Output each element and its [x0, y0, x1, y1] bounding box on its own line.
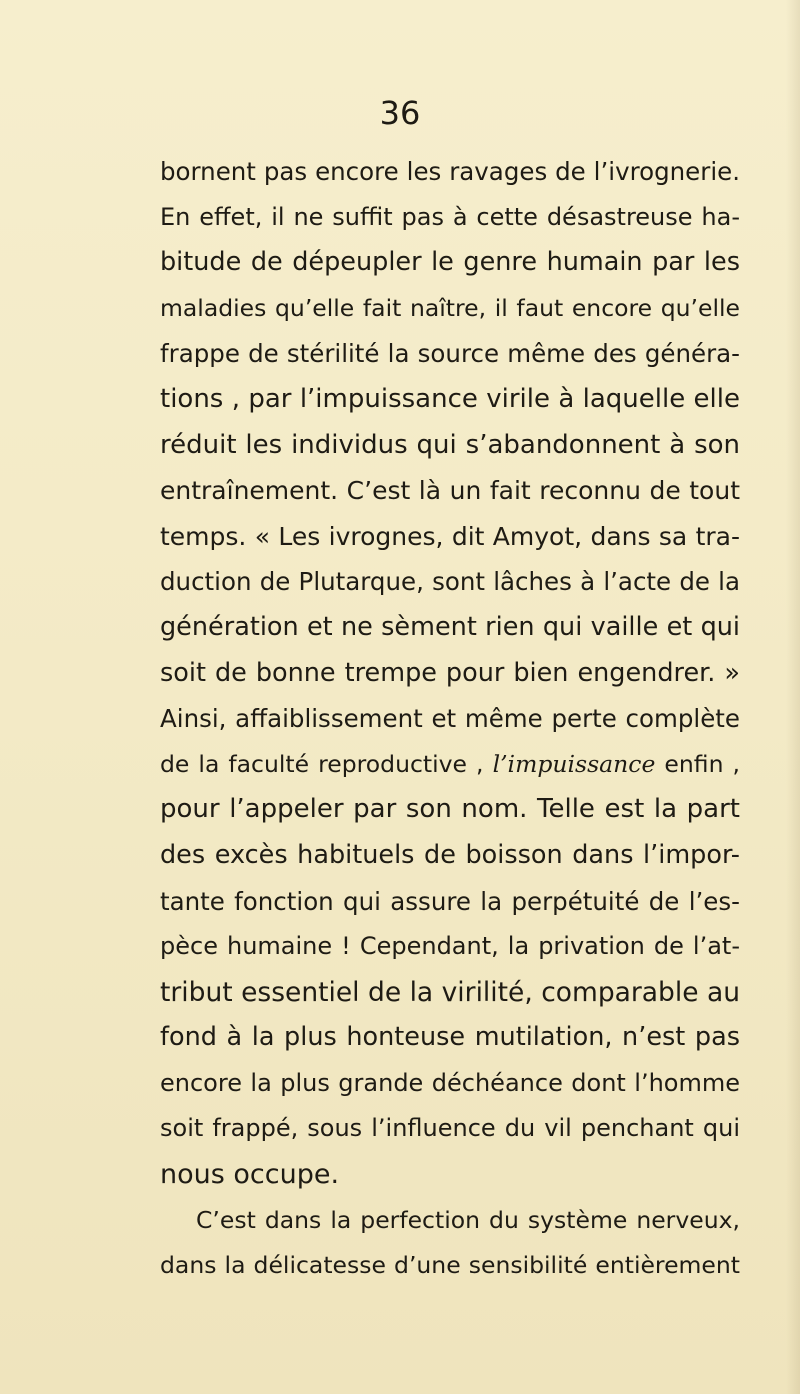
text-line: bitude de dépeupler le genre humain par les	[160, 247, 740, 278]
text-line: Ainsi, affaiblissement et même perte complète	[160, 704, 740, 734]
text-line: entraînement. C’est là un fait reconnu de tout	[160, 476, 740, 506]
text-line: réduit les individus qui s’abandonnent à son	[160, 429, 740, 460]
text-line: C’est dans la perfection du système nerveux,	[196, 1205, 740, 1234]
body-text	[160, 149, 740, 1289]
text-segment: de la faculté reproductive ,	[160, 749, 493, 778]
text-line: frappe de stérilité la source même des généra-	[160, 339, 740, 369]
text-line: tions , par l’impuissance virile à laquelle elle	[160, 383, 740, 414]
text-line: dans la délicatesse d’une sensibilité entièrement	[160, 1251, 740, 1280]
text-line: fond à la plus honteuse mutilation, n’est pas	[160, 1022, 740, 1053]
text-line: temps. « Les ivrognes, dit Amyot, dans sa tra-	[160, 521, 740, 551]
text-line: bornent pas encore les ravages de l’ivrognerie.	[160, 157, 740, 186]
text-line-with-italic	[160, 742, 740, 788]
text-segment: enfin ,	[655, 749, 740, 778]
text-line: pour l’appeler par son nom. Telle est la part	[160, 794, 740, 825]
text-line: soit de bonne trempe pour bien engendrer. »	[160, 657, 740, 688]
text-line: encore la plus grande déchéance dont l’homme	[160, 1068, 740, 1097]
text-line: nous occupe.	[160, 1159, 340, 1191]
text-line: pèce humaine ! Cependant, la privation de l’at-	[160, 932, 740, 961]
text-line: maladies qu’elle fait naître, il faut encore qu’elle	[160, 293, 740, 322]
page-number: 36	[379, 94, 421, 132]
page-edge-shadow	[786, 0, 800, 1394]
text-line: En effet, il ne suffit pas à cette désastreuse ha-	[160, 202, 740, 231]
text-line: duction de Plutarque, sont lâches à l’acte de la	[160, 567, 740, 597]
text-line: des excès habituels de boisson dans l’impor-	[160, 839, 740, 870]
text-line: génération et ne sèment rien qui vaille et qui	[160, 611, 740, 642]
text-line: tante fonction qui assure la perpétuité de l’es-	[160, 886, 740, 916]
text-line: soit frappé, sous l’influence du vil penchant qui	[160, 1114, 740, 1143]
text-line: tribut essentiel de la virilité, comparable au	[160, 976, 740, 1008]
italic-term: l’impuissance	[492, 749, 656, 778]
